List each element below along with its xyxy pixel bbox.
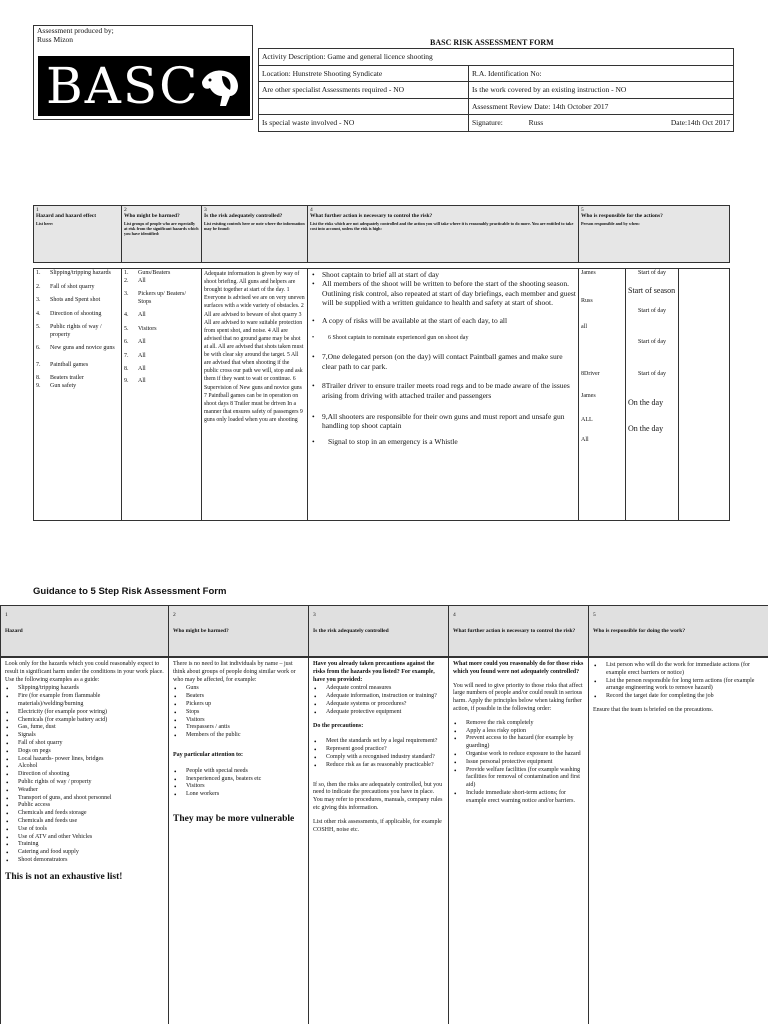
hazard-example: • Local hazards- power lines, bridges bbox=[5, 756, 164, 764]
harmed-item-text: Pickers up/ Beaters/ Stops bbox=[138, 291, 186, 305]
review-date: Assessment Review Date: 14th October 2017 bbox=[469, 98, 734, 115]
risk-col-2 bbox=[122, 206, 202, 263]
harmed-item-text: All bbox=[138, 312, 146, 318]
responsible-when: Start of season bbox=[628, 285, 676, 295]
col-title: Who is responsible for the actions? bbox=[581, 213, 663, 219]
signature-row bbox=[469, 115, 734, 132]
col-title: Hazard bbox=[5, 628, 23, 634]
hazards-cell bbox=[34, 269, 122, 521]
col-num: 3 bbox=[313, 612, 316, 618]
standards-list bbox=[313, 738, 444, 769]
basc-logo bbox=[38, 56, 250, 116]
responsible-guide-item: • Record the target date for completing the job bbox=[593, 693, 764, 701]
do-precautions-heading: Do the precautions: bbox=[313, 722, 364, 729]
risk-header-row bbox=[34, 206, 730, 263]
attention-item: • People with special needs bbox=[173, 768, 304, 776]
existing-instruction: Is the work covered by an existing instruction - NO bbox=[469, 82, 734, 99]
guide-intro: Look only for the hazards which you could reasonably expect to result in significant harm under the conditions in your work place. Use the following examples as a guide: bbox=[5, 661, 164, 683]
hazard-item-text: Fall of shot quarry bbox=[50, 283, 95, 290]
hazard-example: • Use of tools bbox=[5, 826, 164, 834]
hazard-item-number: 3. bbox=[36, 297, 41, 303]
further-action-list bbox=[453, 720, 584, 806]
risk-col-3 bbox=[202, 206, 308, 263]
col-sub: List groups of people who are especially at risk from the significant hazards which you have identified: bbox=[124, 221, 199, 237]
guide-col-5 bbox=[589, 606, 768, 657]
hazard-item bbox=[36, 375, 119, 383]
spare-cell bbox=[679, 269, 730, 521]
harmed-item-text: Guns/Beaters bbox=[138, 270, 171, 276]
hazard-item-number: 1. bbox=[36, 270, 41, 276]
further-action-item: • Remove the risk completely bbox=[453, 720, 584, 728]
col-num: 4 bbox=[453, 612, 456, 618]
attention-item: • Lone workers bbox=[173, 791, 304, 799]
col-title: Who might be harmed? bbox=[173, 628, 229, 634]
harmed-list bbox=[124, 270, 199, 385]
harmed-item-text: All bbox=[138, 366, 146, 372]
col-sub: List existing controls here or note where the information may be found: bbox=[204, 221, 305, 232]
action-item: • 7,One delegated person (on the day) will contact Paintball games and make sure clear path to car park. bbox=[310, 352, 576, 371]
harmed-item-number: 1. bbox=[124, 270, 129, 276]
harmed-item bbox=[124, 326, 199, 334]
further-action-item: • Issue personal protective equipment bbox=[453, 759, 584, 767]
harmed-item-number: 5. bbox=[124, 325, 129, 332]
hazard-item bbox=[36, 362, 119, 370]
other-assessments-text: List other risk assessments, if applicable, for example COSHH, noise etc. bbox=[313, 818, 442, 833]
dog-head-icon bbox=[196, 62, 244, 110]
col-title: What further action is necessary to control the risk? bbox=[453, 628, 576, 634]
actions-cell bbox=[308, 269, 579, 521]
hazard-item-text: Beaters trailer bbox=[50, 375, 84, 381]
further-action-item: • Organise work to reduce exposure to the hazard bbox=[453, 751, 584, 759]
responsible-when: On the day bbox=[628, 424, 664, 433]
location: Location: Hunstrete Shooting Syndicate bbox=[259, 65, 469, 82]
risk-col-5 bbox=[579, 206, 730, 263]
logo-text: BASC bbox=[46, 57, 200, 115]
hazard-example: • Transport of guns, and shoot personnel bbox=[5, 795, 164, 803]
when-cell bbox=[626, 269, 679, 521]
hazard-example: • Catering and food supply bbox=[5, 849, 164, 857]
responsible-cell bbox=[579, 269, 626, 521]
guide-intro: There is no need to list individuals by name – just think about groups of people doing similar work or who may be affected, for example: bbox=[173, 661, 296, 683]
hazard-example: • Electricity (for example poor wiring) bbox=[5, 709, 164, 717]
hazard-item-number: 7. bbox=[36, 361, 41, 368]
hazard-item bbox=[36, 270, 119, 278]
col-num: 5 bbox=[593, 612, 596, 618]
blank-cell bbox=[259, 98, 469, 115]
hazard-list bbox=[36, 270, 119, 390]
responsible-guide-item: • List person who will do the work for immediate actions (for example erect barriers or notice) bbox=[593, 662, 764, 678]
precaution-item: • Adequate systems or procedures? bbox=[313, 701, 444, 709]
responsible-when: Start of day bbox=[638, 307, 666, 314]
guide-col-1 bbox=[1, 606, 169, 657]
activity-description: Activity Description: Game and general licence shooting bbox=[259, 49, 734, 66]
guide-col-3 bbox=[309, 606, 449, 657]
responsible-list bbox=[581, 270, 623, 445]
harmed-item-text: All bbox=[138, 377, 146, 384]
attention-item: • Visitors bbox=[173, 783, 304, 791]
exhaustive-note: This is not an exhaustive list! bbox=[5, 871, 123, 882]
risk-table-header bbox=[33, 205, 730, 263]
hazard-item-number: 6. bbox=[36, 345, 41, 351]
header-table bbox=[258, 48, 734, 132]
precaution-item: • Adequate control measures bbox=[313, 685, 444, 693]
col-num: 1 bbox=[5, 612, 8, 618]
hazard-example: • Weather bbox=[5, 787, 164, 795]
hazard-item-text: Slipping/tripping hazards bbox=[50, 270, 111, 276]
col-title: Hazard and hazard effect bbox=[36, 213, 97, 219]
produced-by bbox=[37, 27, 114, 44]
attention-heading: Pay particular attention to: bbox=[173, 751, 244, 758]
hazard-item-text: New guns and novice guns bbox=[50, 345, 115, 351]
further-action-item: • Provide welfare facilities (for example washing facilities for removal of contamination and first aid) bbox=[453, 767, 584, 790]
guidance-body bbox=[0, 657, 768, 1024]
hazard-item-number: 8. bbox=[36, 375, 41, 381]
when-list bbox=[628, 270, 676, 434]
guide-body-5 bbox=[589, 658, 768, 1024]
responsible-when: Start of day bbox=[638, 339, 666, 345]
standard-item: • Comply with a recognised industry standard? bbox=[313, 754, 444, 762]
harmed-item bbox=[124, 291, 199, 306]
col-sub: List the risks which are not adequately controlled and the action you will take where it is reasonably practicable to do more. You are entitled to take cost into account, unless the risk is high: bbox=[310, 221, 574, 232]
responsible-guide-item: • List the person responsible for long term actions (for example arrange engineering work to remove hazard) bbox=[593, 678, 764, 694]
guide-body-4 bbox=[449, 658, 589, 1024]
col-title: Who might be harmed? bbox=[124, 213, 180, 219]
group-item: • Trespassers / antis bbox=[173, 724, 304, 732]
attention-item: • Inexperienced guns, beaters etc bbox=[173, 776, 304, 784]
hazard-example: • Chemicals (for example battery acid) bbox=[5, 717, 164, 725]
harmed-item-number: 3. bbox=[124, 291, 129, 297]
harmed-item bbox=[124, 339, 199, 347]
precaution-item: • Adequate protective equipment bbox=[313, 709, 444, 717]
hazard-example: • Use of ATV and other Vehicles bbox=[5, 834, 164, 842]
precaution-item: • Adequate information, instruction or training? bbox=[313, 693, 444, 701]
harmed-item-text: All bbox=[138, 339, 146, 345]
special-waste: Is special waste involved - NO bbox=[259, 115, 469, 132]
priority-text: You will need to give priority to those risks that affect large numbers of people and/or could result in serious harm. Apply the principles below when taking further action, if possible in the following order: bbox=[453, 682, 583, 712]
signature-name: Russ bbox=[528, 118, 544, 128]
hazard-example: • Direction of shooting bbox=[5, 771, 164, 779]
col-num: 2 bbox=[173, 612, 176, 618]
hazard-item bbox=[36, 297, 119, 305]
harmed-item-number: 7. bbox=[124, 352, 129, 359]
hazard-item-number: 4. bbox=[36, 310, 41, 317]
harmed-item-number: 9. bbox=[124, 377, 129, 384]
hazard-item-number: 2. bbox=[36, 283, 41, 290]
col-num: 1 bbox=[36, 207, 39, 213]
responsible-person: James bbox=[581, 270, 596, 276]
hazard-examples-list bbox=[5, 685, 164, 864]
harmed-item-text: All bbox=[138, 277, 146, 284]
standard-item: • Represent good practice? bbox=[313, 746, 444, 754]
col-title: Is the risk adequately controlled? bbox=[204, 213, 283, 219]
group-item: • Pickers up bbox=[173, 701, 304, 709]
hazard-item bbox=[36, 345, 119, 353]
guide-body-1 bbox=[1, 658, 169, 1024]
group-item: • Visitors bbox=[173, 717, 304, 725]
guide-intro: Have you already taken precautions against the risks from the hazards you listed? For example, have you provided: bbox=[313, 661, 435, 683]
precautions-list bbox=[313, 685, 444, 716]
group-item: • Members of the public bbox=[173, 732, 304, 740]
risk-col-1 bbox=[34, 206, 122, 263]
action-item: • A copy of risks will be available at the start of each day, to all bbox=[310, 316, 576, 325]
controls-text: Adequate information is given by way of shoot briefing. All guns and helpers are brought together at start of the day. 1 Everyone is advised we are on very uneven surfaces with a wide variety of obstacles. 2 All are advised to beware of shot quarry 3 All are advised to ware suitable protection from spent shot, and noise. 4 All are advised that no ground game may be shot at all. All are advised that shots taken must be with clear sky around the target. 5 All are advised that when shooting if the public cross our path we will, stop and ask them if they want to wait or continue. 6 Supervision of New guns and novice guns 7 Paintball games can be in operation on shoot days 8 Trailer must be driven In a manner that ensures safety of passengers 9 guns only loaded when you are shooting bbox=[204, 271, 305, 423]
hazard-item-number: 5. bbox=[36, 324, 41, 330]
guide-body-3 bbox=[309, 658, 449, 1024]
hazard-item bbox=[36, 324, 119, 339]
guidance-header bbox=[0, 605, 768, 657]
hazard-example: • Alcohol bbox=[5, 763, 164, 771]
harmed-item-text: All bbox=[138, 352, 146, 359]
harmed-item bbox=[124, 353, 199, 361]
col-title: Who is responsible for doing the work? bbox=[593, 628, 686, 634]
responsible-person: 8Driver bbox=[581, 371, 600, 378]
hazard-item-text: Public rights of way / property bbox=[50, 324, 102, 338]
responsible-person: All bbox=[581, 436, 589, 443]
harmed-item-number: 2. bbox=[124, 277, 129, 284]
hazard-example: • Fall of shot quarry bbox=[5, 740, 164, 748]
hazard-item-text: Direction of shooting bbox=[50, 310, 102, 317]
group-item: • Beaters bbox=[173, 693, 304, 701]
adequately-controlled-text: If so, then the risks are adequately controlled, but you need to indicate the precautions you have in place. You may refer to procedures, manuals, company rules etc giving this information. bbox=[313, 781, 443, 811]
produced-by-label: Assessment produced by; bbox=[37, 26, 114, 35]
team-briefed-text: Ensure that the team is briefed on the precautions. bbox=[593, 706, 714, 713]
harmed-item-number: 8. bbox=[124, 366, 129, 372]
harmed-item-text: Visitors bbox=[138, 325, 157, 332]
hazard-example: • Dogs on pegs bbox=[5, 748, 164, 756]
risk-col-4 bbox=[308, 206, 579, 263]
attention-list bbox=[173, 768, 304, 799]
col-title: Is the risk adequately controlled bbox=[313, 628, 389, 634]
responsible-when: Start of day bbox=[638, 270, 666, 276]
ra-identification: R.A. Identification No: bbox=[469, 65, 734, 82]
action-item: • 6 Shoot captain to nominate experienced gun on shoot day bbox=[310, 335, 576, 343]
col-title: What further action is necessary to control the risk? bbox=[310, 213, 433, 219]
group-item: • Guns bbox=[173, 685, 304, 693]
hazard-example: • Chemicals and feeds use bbox=[5, 818, 164, 826]
guide-col-4 bbox=[449, 606, 589, 657]
harmed-item bbox=[124, 270, 199, 278]
further-action-item: • Apply a less risky option bbox=[453, 728, 584, 736]
guide-col-2 bbox=[169, 606, 309, 657]
hazard-item bbox=[36, 383, 119, 391]
standard-item: • Reduce risk as far as reasonably practicable? bbox=[313, 762, 444, 770]
col-num: 3 bbox=[204, 207, 207, 213]
action-item: • 9,All shooters are responsible for their own guns and must report and unsafe gun handling top shoot captain bbox=[310, 412, 576, 431]
form-title: BASC RISK ASSESSMENT FORM bbox=[430, 38, 554, 47]
vulnerable-note: They may be more vulnerable bbox=[173, 813, 295, 824]
hazard-example: • Slipping/tripping hazards bbox=[5, 685, 164, 693]
hazard-item-text: Shots and Spent shot bbox=[50, 297, 101, 303]
responsible-person: ALL bbox=[581, 416, 593, 423]
harmed-cell bbox=[122, 269, 202, 521]
col-num: 5 bbox=[581, 207, 584, 213]
controls-cell bbox=[202, 269, 308, 521]
hazard-example: • Training bbox=[5, 841, 164, 849]
produced-by-name: Russ Mizon bbox=[37, 34, 74, 44]
signature-date: Date:14th Oct 2017 bbox=[670, 118, 730, 128]
responsible-person: Russ bbox=[581, 297, 593, 304]
standard-item: • Meet the standards set by a legal requirement? bbox=[313, 738, 444, 746]
hazard-example: • Public rights of way / property bbox=[5, 779, 164, 787]
hazard-item bbox=[36, 284, 119, 292]
further-action-item: • Include immediate short-term actions; for example erect warning notice and/or barriers. bbox=[453, 790, 584, 806]
hazard-example: • Fire (for example from flammable materials)/welding/burning bbox=[5, 693, 164, 709]
responsible-when: On the day bbox=[628, 398, 664, 407]
col-num: 2 bbox=[124, 207, 127, 213]
harmed-item bbox=[124, 366, 199, 374]
produced-by-box bbox=[33, 25, 253, 120]
action-item: • All members of the shoot will be written to before the start of the shooting season. Outlining risk control, also repeated at start of day briefings, each member and guest will be supplied with a written guidance to health and safety at start of shoot. bbox=[310, 279, 576, 307]
action-item: • 8Trailer driver to ensure trailer meets road regs and to be made aware of the issues arising from driving with attached trailer and passengers bbox=[310, 381, 576, 400]
harmed-item bbox=[124, 378, 199, 386]
hazard-example: • Shoot demonstrators bbox=[5, 857, 164, 865]
col-sub: List here: bbox=[36, 221, 54, 226]
hazard-example: • Gas, fume, dust bbox=[5, 724, 164, 732]
hazard-example: • Chemicals and feeds storage bbox=[5, 810, 164, 818]
col-sub: Person responsible and by when: bbox=[581, 221, 640, 226]
group-item: • Stops bbox=[173, 709, 304, 717]
hazard-item bbox=[36, 311, 119, 319]
signature-label: Signature: bbox=[472, 118, 503, 128]
hazard-item-number: 9. bbox=[36, 382, 41, 389]
responsible-person: James bbox=[581, 393, 596, 400]
responsible-guide-list bbox=[593, 662, 764, 701]
action-item: • Signal to stop in an emergency is a Whistle bbox=[310, 437, 576, 446]
hazard-example: • Signals bbox=[5, 732, 164, 740]
guidance-title: Guidance to 5 Step Risk Assessment Form bbox=[33, 586, 227, 597]
harmed-item bbox=[124, 312, 199, 320]
specialist-assessments: Are other specialist Assessments required - NO bbox=[259, 82, 469, 99]
harmed-item bbox=[124, 278, 199, 286]
harmed-item-number: 4. bbox=[124, 312, 129, 318]
col-num: 4 bbox=[310, 207, 313, 213]
action-list bbox=[310, 270, 576, 446]
guide-intro: What more could you reasonably do for those risks which you found were not adequately controlled? bbox=[453, 661, 584, 675]
guide-body-2 bbox=[169, 658, 309, 1024]
hazard-item-text: Paintball games bbox=[50, 361, 89, 368]
action-item: • Shoot captain to brief all at start of day bbox=[310, 270, 576, 279]
hazard-item-text: Gun safety bbox=[50, 382, 77, 389]
groups-list bbox=[173, 685, 304, 740]
harmed-item-number: 6. bbox=[124, 339, 129, 345]
responsible-person: all bbox=[581, 323, 587, 330]
further-action-item: • Prevent access to the hazard (for example by guarding) bbox=[453, 735, 584, 751]
hazard-example: • Public access bbox=[5, 802, 164, 810]
responsible-when: Start of day bbox=[638, 370, 666, 377]
risk-table-body bbox=[33, 268, 730, 521]
